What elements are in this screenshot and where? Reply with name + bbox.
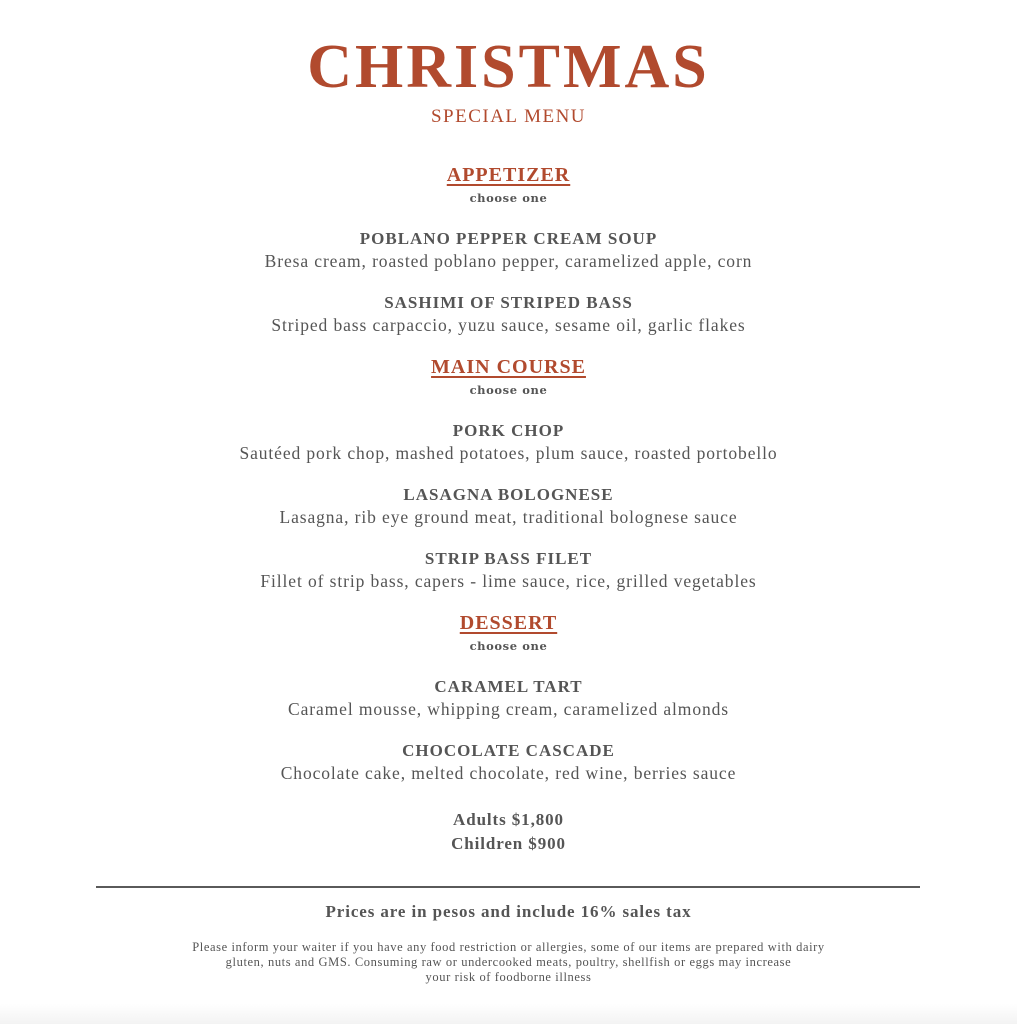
item-description-caramel-tart: Caramel mousse, whipping cream, caramelized almonds bbox=[288, 699, 729, 719]
allergy-disclaimer bbox=[0, 940, 1017, 985]
item-description-lasagna: Lasagna, rib eye ground meat, traditional bolognese sauce bbox=[279, 507, 738, 527]
bottom-edge-shade bbox=[0, 1004, 1017, 1024]
section-note-dessert: choose one bbox=[469, 639, 548, 653]
item-name-poblano-soup: POBLANO PEPPER CREAM SOUP bbox=[359, 229, 658, 248]
disclaimer-line: your risk of foodborne illness bbox=[425, 970, 592, 984]
item-description-poblano-soup: Bresa cream, roasted poblano pepper, caramelized apple, corn bbox=[264, 251, 753, 271]
item-name-caramel-tart: CARAMEL TART bbox=[434, 677, 583, 696]
item-description-sashimi: Striped bass carpaccio, yuzu sauce, sesame oil, garlic flakes bbox=[271, 315, 746, 335]
item-description-chocolate-cascade: Chocolate cake, melted chocolate, red wine, berries sauce bbox=[280, 763, 737, 783]
item-description-pork-chop: Sautéed pork chop, mashed potatoes, plum sauce, roasted portobello bbox=[239, 443, 778, 463]
menu-title: CHRISTMAS bbox=[307, 33, 710, 101]
item-name-sashimi: SASHIMI OF STRIPED BASS bbox=[384, 293, 633, 312]
tax-note: Prices are in pesos and include 16% sales tax bbox=[325, 902, 692, 921]
price-children: Children $900 bbox=[451, 834, 566, 853]
section-note-main-course: choose one bbox=[469, 383, 548, 397]
section-heading-main-course: MAIN COURSE bbox=[431, 356, 586, 378]
section-note-appetizer: choose one bbox=[469, 191, 548, 205]
menu-subtitle: SPECIAL MENU bbox=[430, 106, 587, 127]
item-description-strip-bass: Fillet of strip bass, capers - lime sauce, rice, grilled vegetables bbox=[260, 571, 757, 591]
disclaimer-line: Please inform your waiter if you have any food restriction or allergies, some of our items are prepared with dairy bbox=[192, 940, 825, 954]
item-name-lasagna: LASAGNA BOLOGNESE bbox=[403, 485, 614, 504]
price-adults: Adults $1,800 bbox=[453, 810, 564, 829]
item-name-strip-bass: STRIP BASS FILET bbox=[424, 549, 593, 568]
item-name-pork-chop: PORK CHOP bbox=[452, 421, 565, 440]
item-name-chocolate-cascade: CHOCOLATE CASCADE bbox=[402, 741, 615, 760]
disclaimer-line: gluten, nuts and GMS. Consuming raw or undercooked meats, poultry, shellfish or eggs may increase bbox=[225, 955, 792, 969]
footer-divider bbox=[96, 886, 920, 888]
section-heading-dessert: DESSERT bbox=[459, 612, 558, 634]
section-heading-appetizer: APPETIZER bbox=[446, 164, 571, 186]
